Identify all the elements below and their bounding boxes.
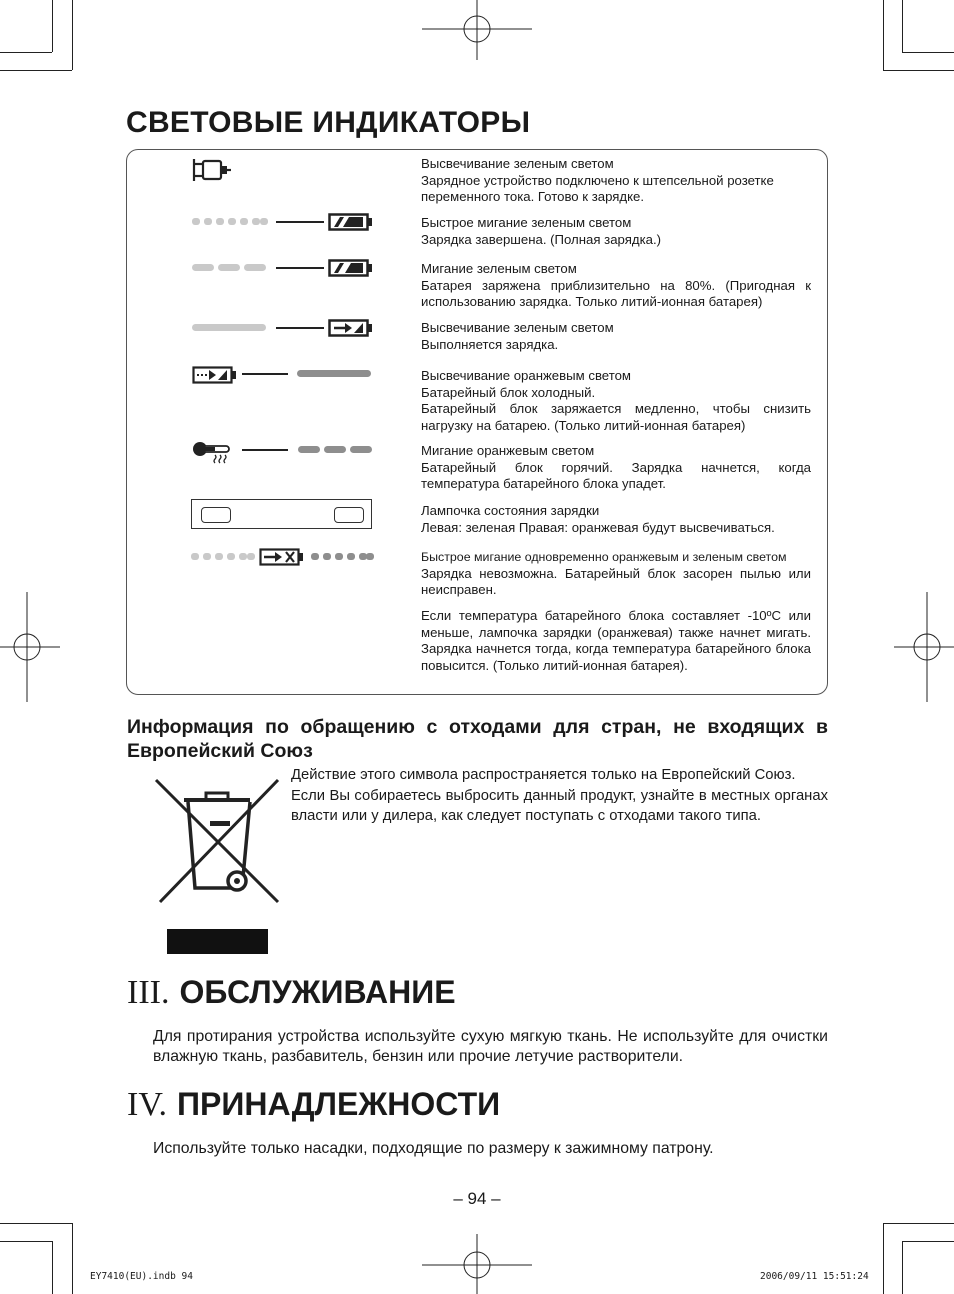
connector-line — [276, 221, 324, 223]
slug-timestamp: 2006/09/11 15:51:24 — [760, 1271, 869, 1282]
indicator-desc: Мигание зеленым светом Батарея заряжена приблизительно на 80%. (Пригодная к использованию зарядка. Только литий-ионная батарея) — [421, 261, 811, 309]
indicator-desc: Высвечивание зеленым светом Зарядное устройство подключено к штепсельной розетке переменного тока. Готово к зарядке. — [421, 156, 774, 204]
led-orange-steady — [297, 370, 371, 377]
led-steady — [192, 324, 266, 331]
charge-status-lamp-panel — [191, 499, 372, 529]
page-number: – 94 – — [453, 1189, 501, 1208]
connector-line — [242, 449, 288, 451]
indicator-desc: Мигание оранжевым светом Батарейный блок горячий. Зарядка начнется, когда температура батарейного блока упадет. — [421, 443, 811, 491]
indicator-desc: Быстрое мигание одновременно оранжевым и зеленым светом Зарядка невозможна. Батарейный блок засорен пылью или неисправен. — [421, 550, 811, 597]
lamp-right — [334, 507, 364, 523]
section-accessories-heading: IV. ПРИНАДЛЕЖНОСТИ — [127, 1086, 501, 1123]
section-accessories-text: Используйте только насадки, подходящие по размеру к зажимному патрону. — [153, 1140, 714, 1157]
battery-cold-icon — [192, 365, 238, 385]
battery-charging-icon — [328, 318, 374, 338]
page-title: СВЕТОВЫЕ ИНДИКАТОРЫ — [126, 106, 531, 139]
section-maintenance-text: Для протирания устройства используйте сухую мягкую ткань. Не используйте для очистки влажную ткань, разбавитель, бензин или прочие летучие растворители. — [153, 1028, 828, 1065]
indicator-desc: Быстрое мигание зеленым светом Зарядка завершена. (Полная зарядка.) — [421, 215, 662, 247]
connector-line — [276, 267, 324, 269]
section-maintenance-heading: III. ОБСЛУЖИВАНИЕ — [127, 974, 456, 1011]
slug-file-info: EY7410(EU).indb 94 — [90, 1271, 193, 1282]
indicator-desc: Высвечивание зеленым светом Выполняется зарядка. — [421, 320, 614, 352]
temperature-note: Если температура батарейного блока составляет -10ºC или меньше, лампочка зарядки (оранжевая) также начнет мигать. Зарядка начнется тогда, когда температура батарейного блока повысится. (Только литий-ионная батарея). — [421, 608, 811, 673]
plug-icon — [191, 155, 237, 185]
lamp-left — [201, 507, 231, 523]
weee-heading: Информация по обращению с отходами для стран, не входящих в Европейский Союз — [127, 716, 828, 762]
weee-black-bar — [167, 929, 268, 954]
thermometer-hot-icon — [191, 438, 237, 464]
weee-text: Действие этого символа распространяется только на Европейский Союз. Если Вы собираетесь выбросить данный продукт, узнайте в местных органах власти или у дилера, как следует поступать с отходами такого типа. — [291, 767, 828, 824]
battery-error-icon — [259, 546, 305, 568]
connector-line — [242, 373, 288, 375]
battery-80-icon — [328, 258, 374, 278]
battery-full-icon — [328, 212, 374, 232]
indicator-desc: Лампочка состояния зарядки Левая: зеленая Правая: оранжевая будут высвечиваться. — [421, 503, 775, 535]
indicator-desc: Высвечивание оранжевым светом Батарейный блок холодный. Батарейный блок заряжается медленно, чтобы снизить нагрузку на батарею. (Только литий-ионная батарея) — [421, 368, 811, 433]
crossed-bin-icon — [150, 776, 282, 906]
connector-line — [276, 327, 324, 329]
